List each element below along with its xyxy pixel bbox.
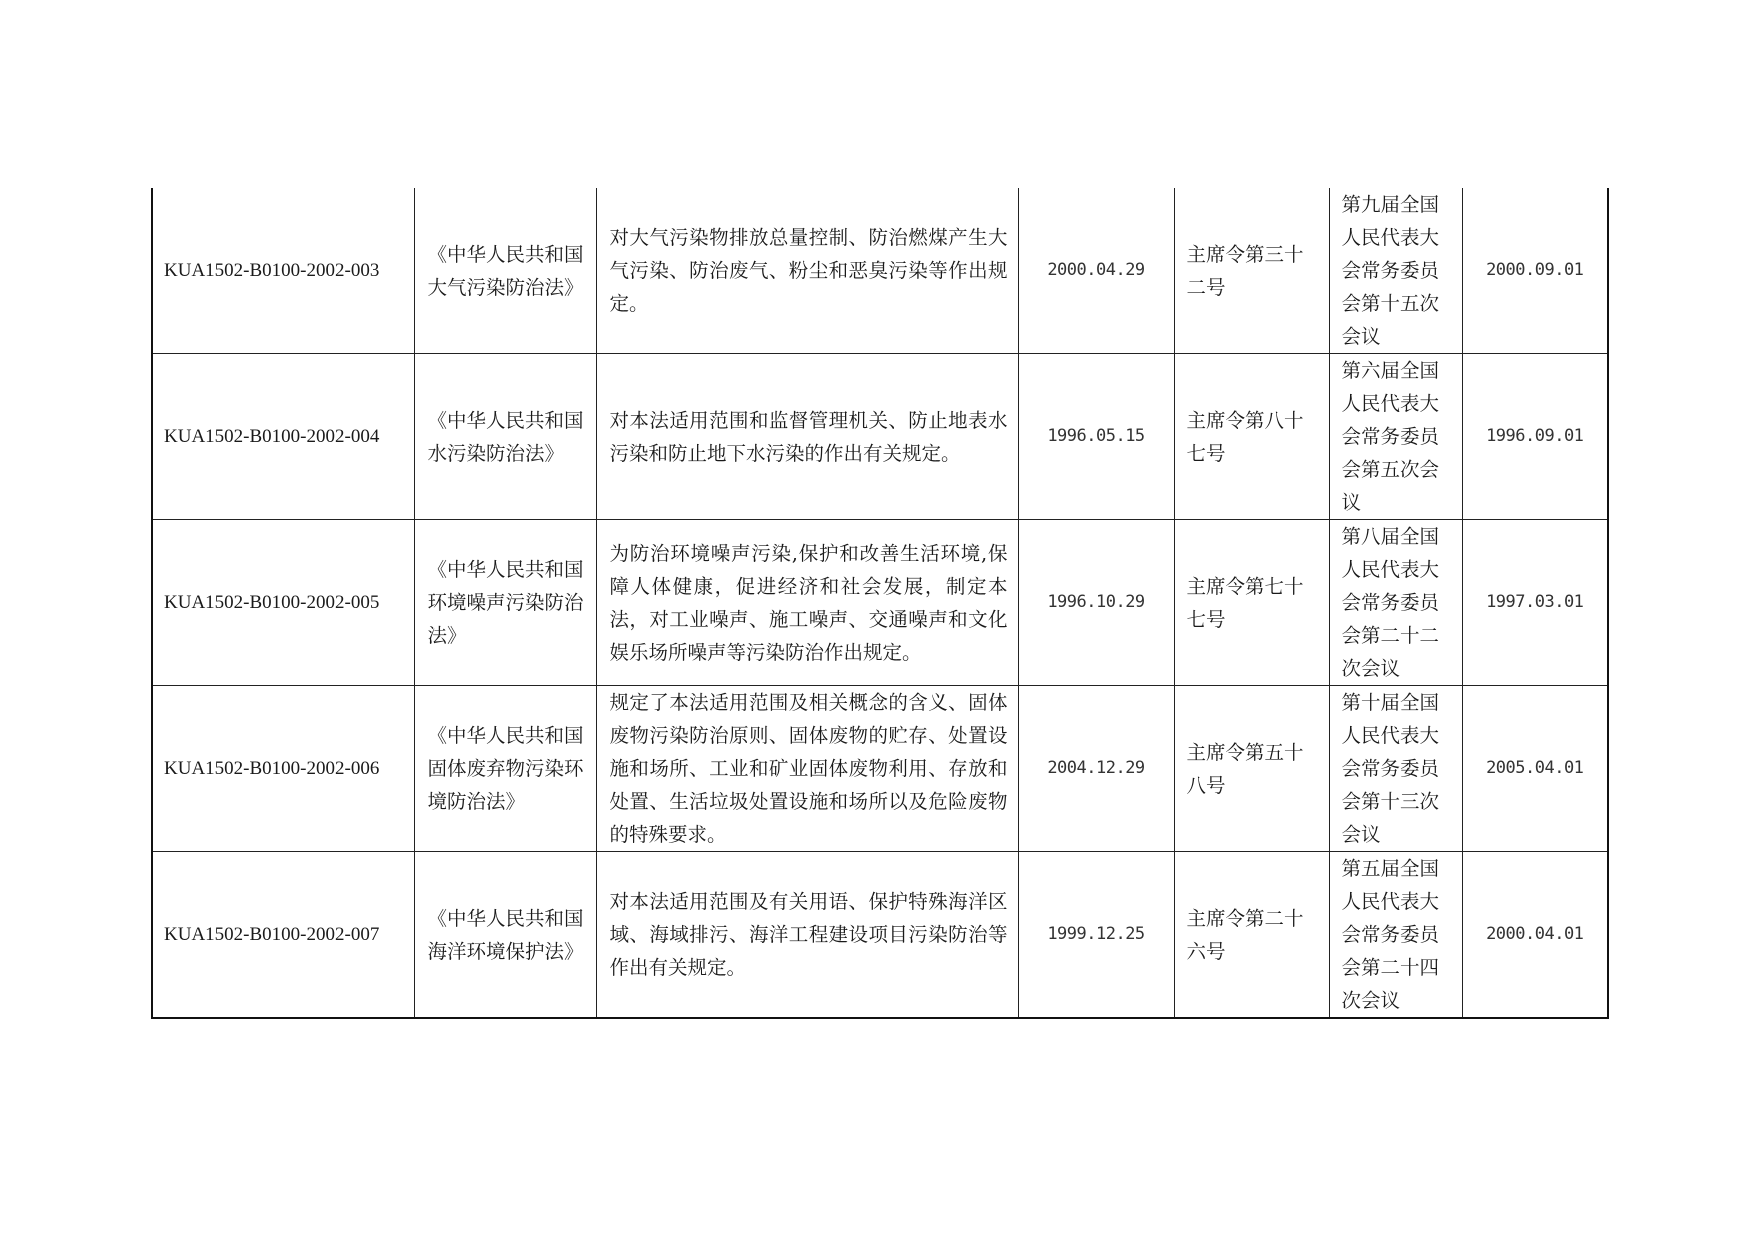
presidential-order-number: 主席令第五十八号 [1174,686,1329,852]
effective-date: 2000.04.01 [1462,852,1608,1019]
effective-date: 2005.04.01 [1462,686,1608,852]
law-title: 《中华人民共和国大气污染防治法》 [414,188,596,354]
law-description: 对大气污染物排放总量控制、防治燃煤产生大气污染、防治废气、粉尘和恶臭污染等作出规定。 [596,188,1018,354]
table-row [152,354,1608,520]
effective-date: 1997.03.01 [1462,520,1608,686]
law-description: 对本法适用范围和监督管理机关、防止地表水污染和防止地下水污染的作出有关规定。 [596,354,1018,520]
law-title: 《中华人民共和国环境噪声污染防治法》 [414,520,596,686]
regulations-table-body [152,188,1608,1018]
table-row [152,520,1608,686]
presidential-order-number: 主席令第七十七号 [1174,520,1329,686]
adopting-session: 第五届全国人民代表大会常务委员会第二十四次会议 [1329,852,1462,1019]
promulgation-date: 1996.10.29 [1018,520,1174,686]
law-description: 为防治环境噪声污染,保护和改善生活环境,保障人体健康，促进经济和社会发展，制定本法，对工业噪声、施工噪声、交通噪声和文化娱乐场所噪声等污染防治作出规定。 [596,520,1018,686]
regulations-table [151,188,1609,1019]
adopting-session: 第九届全国人民代表大会常务委员会第十五次会议 [1329,188,1462,354]
table-row [152,852,1608,1019]
law-title: 《中华人民共和国海洋环境保护法》 [414,852,596,1019]
presidential-order-number: 主席令第三十二号 [1174,188,1329,354]
effective-date: 2000.09.01 [1462,188,1608,354]
regulation-code: KUA1502-B0100-2002-004 [152,354,414,520]
regulation-code: KUA1502-B0100-2002-003 [152,188,414,354]
presidential-order-number: 主席令第八十七号 [1174,354,1329,520]
effective-date: 1996.09.01 [1462,354,1608,520]
table-row [152,686,1608,852]
regulation-code: KUA1502-B0100-2002-006 [152,686,414,852]
adopting-session: 第六届全国人民代表大会常务委员会第五次会议 [1329,354,1462,520]
table-row [152,188,1608,354]
adopting-session: 第十届全国人民代表大会常务委员会第十三次会议 [1329,686,1462,852]
promulgation-date: 1999.12.25 [1018,852,1174,1019]
promulgation-date: 2000.04.29 [1018,188,1174,354]
regulation-code: KUA1502-B0100-2002-007 [152,852,414,1019]
regulation-code: KUA1502-B0100-2002-005 [152,520,414,686]
presidential-order-number: 主席令第二十六号 [1174,852,1329,1019]
promulgation-date: 1996.05.15 [1018,354,1174,520]
law-title: 《中华人民共和国固体废弃物污染环境防治法》 [414,686,596,852]
promulgation-date: 2004.12.29 [1018,686,1174,852]
law-description: 规定了本法适用范围及相关概念的含义、固体废物污染防治原则、固体废物的贮存、处置设施和场所、工业和矿业固体废物利用、存放和处置、生活垃圾处置设施和场所以及危险废物的特殊要求。 [596,686,1018,852]
adopting-session: 第八届全国人民代表大会常务委员会第二十二次会议 [1329,520,1462,686]
law-title: 《中华人民共和国水污染防治法》 [414,354,596,520]
law-description: 对本法适用范围及有关用语、保护特殊海洋区域、海域排污、海洋工程建设项目污染防治等作出有关规定。 [596,852,1018,1019]
